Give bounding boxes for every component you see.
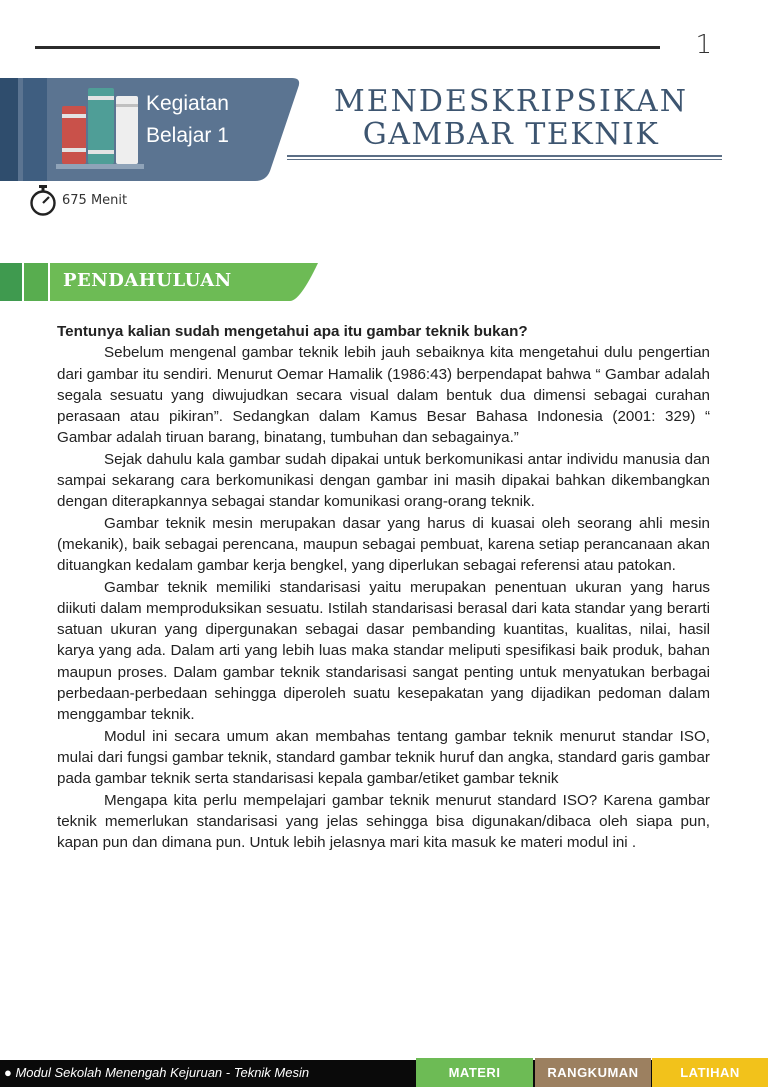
paragraph: Sejak dahulu kala gambar sudah dipakai untuk berkomunikasi antar individu manusia dan sampai sekarang cara berkomunikasi dengan gambar ini masih dipakai bahkan dikembangkan dengan diterapkannya sebagai standar komunikasi orang-orang teknik.: [57, 450, 710, 511]
page-title-line2: GAMBAR TEKNIK: [362, 117, 660, 152]
paragraph: Modul ini secara umum akan membahas tentang gambar teknik menurut standar ISO, mulai dari fungsi gambar teknik, standard gambar teknik huruf dan angka, standard garis gambar pada gambar teknik serta standarisasi kepala gambar/etiket gambar teknik: [57, 727, 710, 788]
footer-module-label: ● Modul Sekolah Menengah Kejuruan - Teknik Mesin: [4, 1065, 310, 1080]
lead-question: Tentunya kalian sudah mengetahui apa itu gambar teknik bukan?: [57, 323, 528, 340]
body-content: [57, 321, 710, 853]
banner-line1: Kegiatan: [146, 92, 229, 115]
tab-materi[interactable]: MATERI: [416, 1058, 533, 1087]
paragraph: Gambar teknik memiliki standarisasi yaitu merupakan penentuan ukuran yang harus diikuti dalam memproduksikan sesuatu. Istilah standarisasi berasal dari kata standar yang berarti satuan ukuran yang dipergunakan sebagai dasar pembanding kuantitas, kualitas, nilai, hasil karya yang ada. Dalam arti yang lebih luas maka standar meliputi spesifikasi baik produk, bahan maupun proses. Dalam gambar teknik standarisasi sangat penting untuk menyatukan berbagai perbedaan-perbedaan sehingga diperoleh suatu kesepakatan yang dijadikan pedoman dalam menggambar teknik.: [57, 578, 710, 724]
stopwatch-icon: [29, 185, 57, 217]
section-title: PENDAHULUAN: [63, 270, 232, 291]
tab-latihan[interactable]: LATIHAN: [652, 1058, 768, 1087]
page-title-line1: MENDESKRIPSIKAN: [334, 84, 688, 119]
duration-label: 675 Menit: [62, 193, 128, 208]
banner-line2: Belajar 1: [146, 124, 229, 147]
header-rule: [35, 46, 660, 49]
page-number: 1: [695, 30, 712, 60]
paragraph: Gambar teknik mesin merupakan dasar yang harus di kuasai oleh seorang ahli mesin (mekanik), baik sebagai perencana, maupun sebagai pembuat, karena setiap perancanaan akan dituangkan kedalam gambar kerja bengkel, yang diperlukan sebagai referensi atau patokan.: [57, 514, 710, 575]
title-rule-thin: [287, 159, 722, 160]
title-rule: [287, 155, 722, 157]
paragraph: Sebelum mengenal gambar teknik lebih jauh sebaiknya kita mengetahui dulu pengertian dari gambar itu sendiri. Menurut Oemar Hamalik (1986:43) berpendapat bahwa “ Gambar adalah segala sesuatu yang diwujudkan secara visual dalam bentuk dua dimensi sebagai curahan perasaan atau pikiran”. Sedangkan dalam Kamus Besar Bahasa Indonesia (2001: 329) “ Gambar adalah tiruan barang, binatang, tumbuhan dan sebagainya.”: [57, 344, 710, 447]
paragraph: Mengapa kita perlu mempelajari gambar teknik menurut standard ISO? Karena gambar teknik memerlukan standarisasi yang jelas sehingga bisa digunakan/dibaca oleh siapa pun, kapan pun dan dimana pun. Untuk lebih jelasnya mari kita masuk ke materi modul ini .: [57, 791, 710, 852]
tab-rangkuman[interactable]: RANGKUMAN: [535, 1058, 651, 1087]
